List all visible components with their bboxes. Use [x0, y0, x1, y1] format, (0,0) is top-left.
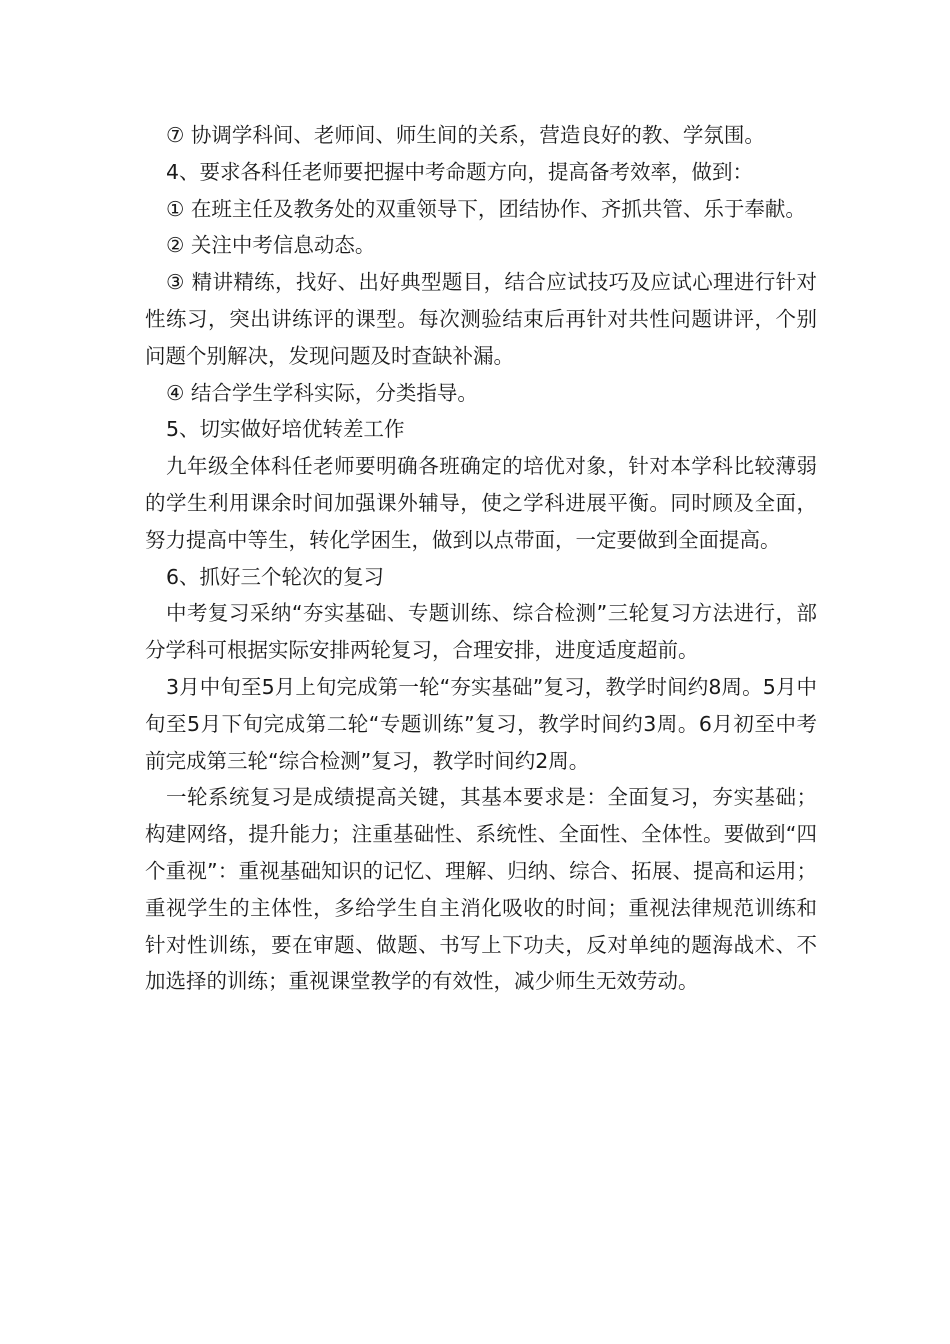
- paragraph-body: 中考复习采纳“夯实基础、专题训练、综合检测”三轮复习方法进行，部分学科可根据实际安排两轮复习，合理安排，进度适度超前。: [145, 601, 817, 663]
- paragraph-heading-6: 6、抓好三个轮次的复习: [166, 564, 385, 589]
- paragraph-body: 九年级全体科任老师要明确各班确定的培优对象，针对本学科比较薄弱的学生利用课余时间加强课外辅导，使之学科进展平衡。同时顾及全面，努力提高中等生，转化学困生，做到以点带面，一定要做到全面提高。: [145, 454, 817, 552]
- paragraph-item-4: ④ 结合学生学科实际，分类指导。: [166, 380, 478, 405]
- paragraph-item-1: ① 在班主任及教务处的双重领导下，团结协作、齐抓共管、乐于奉献。: [166, 196, 806, 221]
- paragraph-body: 一轮系统复习是成绩提高关键，其基本要求是：全面复习，夯实基础；构建网络，提升能力；注重基础性、系统性、全面性、全体性。要做到“四个重视”：重视基础知识的记忆、理解、归纳、综合、拓展、提高和运用；重视学生的主体性，多给学生自主消化吸收的时间；重视法律规范训练和针对性训练，要在审题、做题、书写上下功夫，反对单纯的题海战术、不加选择的训练；重视课堂教学的有效性，减少师生无效劳动。: [145, 785, 817, 994]
- paragraph-heading-5: 5、切实做好培优转差工作: [166, 417, 405, 442]
- paragraph-item-3: ③ 精讲精练，找好、出好典型题目，结合应试技巧及应试心理进行针对性练习，突出讲练评的课型。每次测验结束后再针对共性问题讲评，个别问题个别解决，发现问题及时查缺补漏。: [145, 270, 817, 368]
- paragraph-item-2: ② 关注中考信息动态。: [166, 233, 376, 258]
- document-body: [145, 117, 817, 1000]
- paragraph-heading-4: 4、要求各科任老师要把握中考命题方向，提高备考效率，做到：: [166, 159, 754, 184]
- paragraph-item-7: ⑦ 协调学科间、老师间、师生间的关系，营造良好的教、学氛围。: [166, 123, 765, 147]
- paragraph-body: 3月中旬至5月上旬完成第一轮“夯实基础”复习，教学时间约8周。5月中旬至5月下旬完成第二轮“专题训练”复习，教学时间约3周。6月初至中考前完成第三轮“综合检测”复习，教学时间约2周。: [145, 674, 817, 773]
